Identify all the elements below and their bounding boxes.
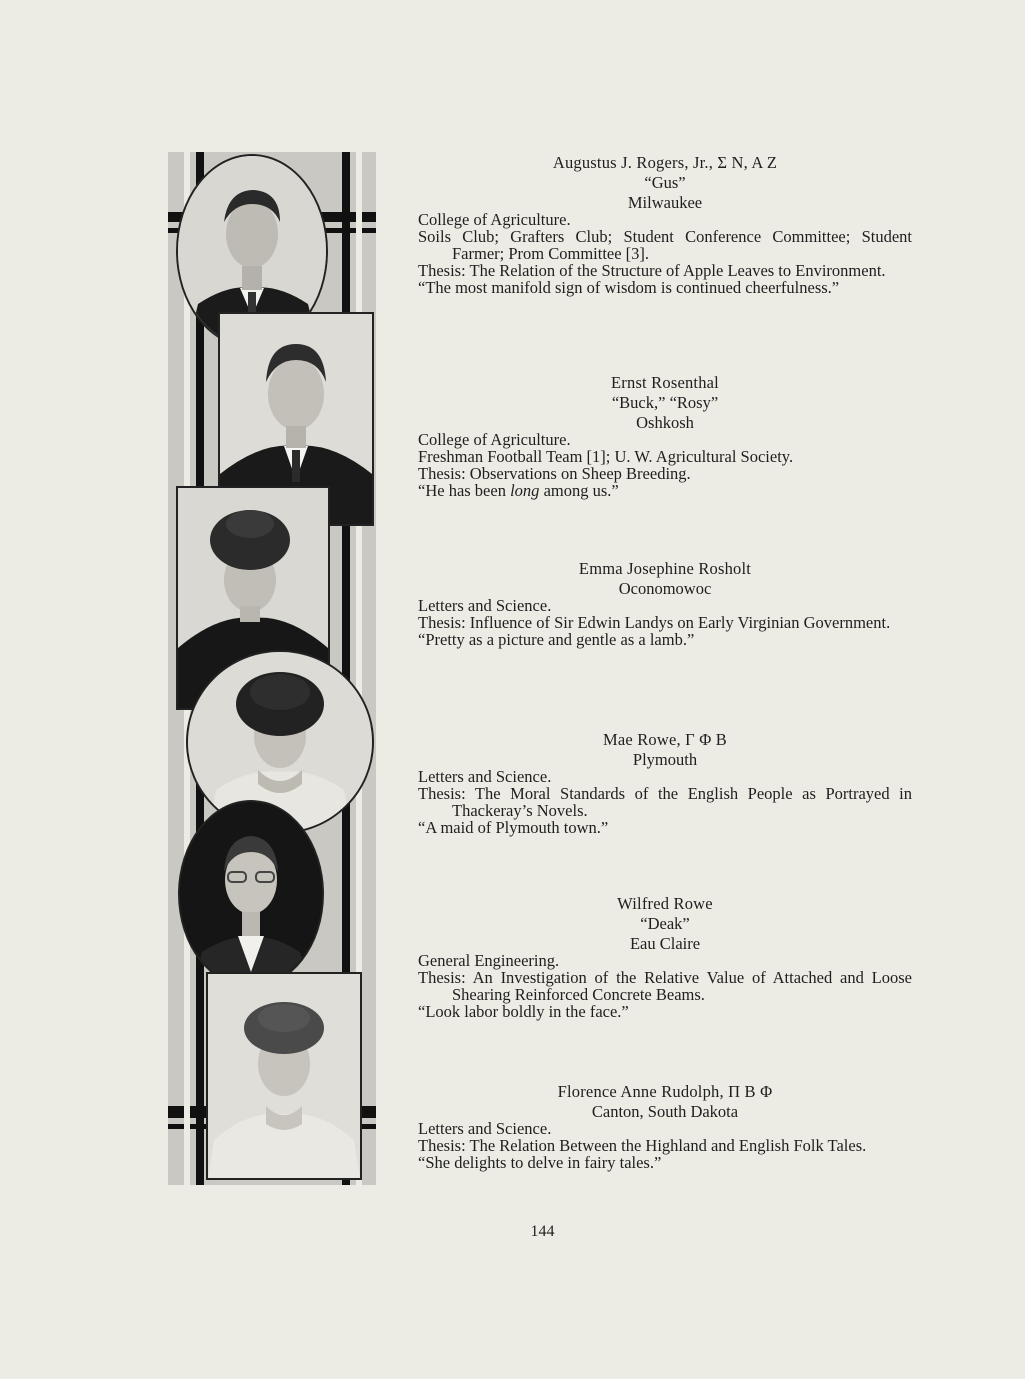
student-thesis: Thesis: An Investigation of the Relative Value of Attached and Loose Shearing Reinforced Concrete Beams.: [418, 968, 912, 1004]
student-name: Mae Rowe, Γ Φ B: [602, 730, 728, 749]
portrait-florence-rudolph: [206, 972, 362, 1180]
student-activities: Freshman Football Team [1]; U. W. Agricultural Society.: [418, 447, 794, 466]
student-activities: Soils Club; Grafters Club; Student Conference Committee; Student Farmer; Prom Committee [3].: [418, 227, 912, 263]
student-thesis: Thesis: The Moral Standards of the English People as Portrayed in Thackeray’s Novels.: [418, 784, 912, 820]
student-quote: “Pretty as a picture and gentle as a lamb.”: [418, 630, 695, 649]
entry-florence-rudolph: [418, 1083, 912, 1171]
student-college: General Engineering.: [418, 951, 560, 970]
entry-ernst-rosenthal: [418, 374, 912, 499]
student-hometown: Eau Claire: [629, 934, 701, 953]
student-hometown: Oconomowoc: [618, 579, 712, 598]
student-name: Augustus J. Rogers, Jr., Σ N, A Z: [552, 153, 778, 172]
student-thesis: Thesis: Observations on Sheep Breeding.: [418, 464, 691, 483]
quote-part: “He has been: [418, 481, 511, 500]
student-quote: [418, 482, 912, 499]
student-college: Letters and Science.: [418, 767, 552, 786]
student-nickname: “Buck,” “Rosy”: [611, 393, 719, 412]
student-quote: “The most manifold sign of wisdom is continued cheerfulness.”: [418, 278, 840, 297]
student-name: Ernst Rosenthal: [611, 373, 719, 392]
student-name: Wilfred Rowe: [617, 894, 713, 913]
student-nickname: “Deak”: [640, 914, 690, 933]
student-nickname: “Gus”: [644, 173, 686, 192]
student-thesis: Thesis: The Relation Between the Highland and English Folk Tales.: [418, 1136, 867, 1155]
student-college: College of Agriculture.: [418, 210, 571, 229]
entry-emma-rosholt: [418, 560, 912, 648]
student-college: College of Agriculture.: [418, 430, 571, 449]
student-thesis: Thesis: The Relation of the Structure of Apple Leaves to Environment.: [418, 261, 886, 280]
quote-emphasis: long: [510, 481, 540, 500]
student-name: Florence Anne Rudolph, Π B Φ: [557, 1082, 773, 1101]
student-name: Emma Josephine Rosholt: [578, 559, 752, 578]
entry-wilfred-rowe: [418, 895, 912, 1020]
student-college: Letters and Science.: [418, 596, 552, 615]
student-hometown: Canton, South Dakota: [591, 1102, 739, 1121]
student-thesis: Thesis: Influence of Sir Edwin Landys on Early Virginian Government.: [418, 613, 891, 632]
student-quote: “Look labor boldly in the face.”: [418, 1002, 629, 1021]
student-hometown: Plymouth: [632, 750, 698, 769]
student-hometown: Oshkosh: [636, 413, 694, 432]
portrait-wilfred-rowe: [178, 800, 324, 988]
portrait-column: [168, 152, 376, 1185]
student-quote: “A maid of Plymouth town.”: [418, 818, 609, 837]
quote-part: among us.”: [539, 481, 619, 500]
student-college: Letters and Science.: [418, 1119, 552, 1138]
entry-augustus-rogers: [418, 154, 912, 296]
page-number: 144: [530, 1223, 555, 1240]
student-quote: “She delights to delve in fairy tales.”: [418, 1153, 662, 1172]
student-hometown: Milwaukee: [627, 193, 703, 212]
entry-mae-rowe: [418, 731, 912, 836]
